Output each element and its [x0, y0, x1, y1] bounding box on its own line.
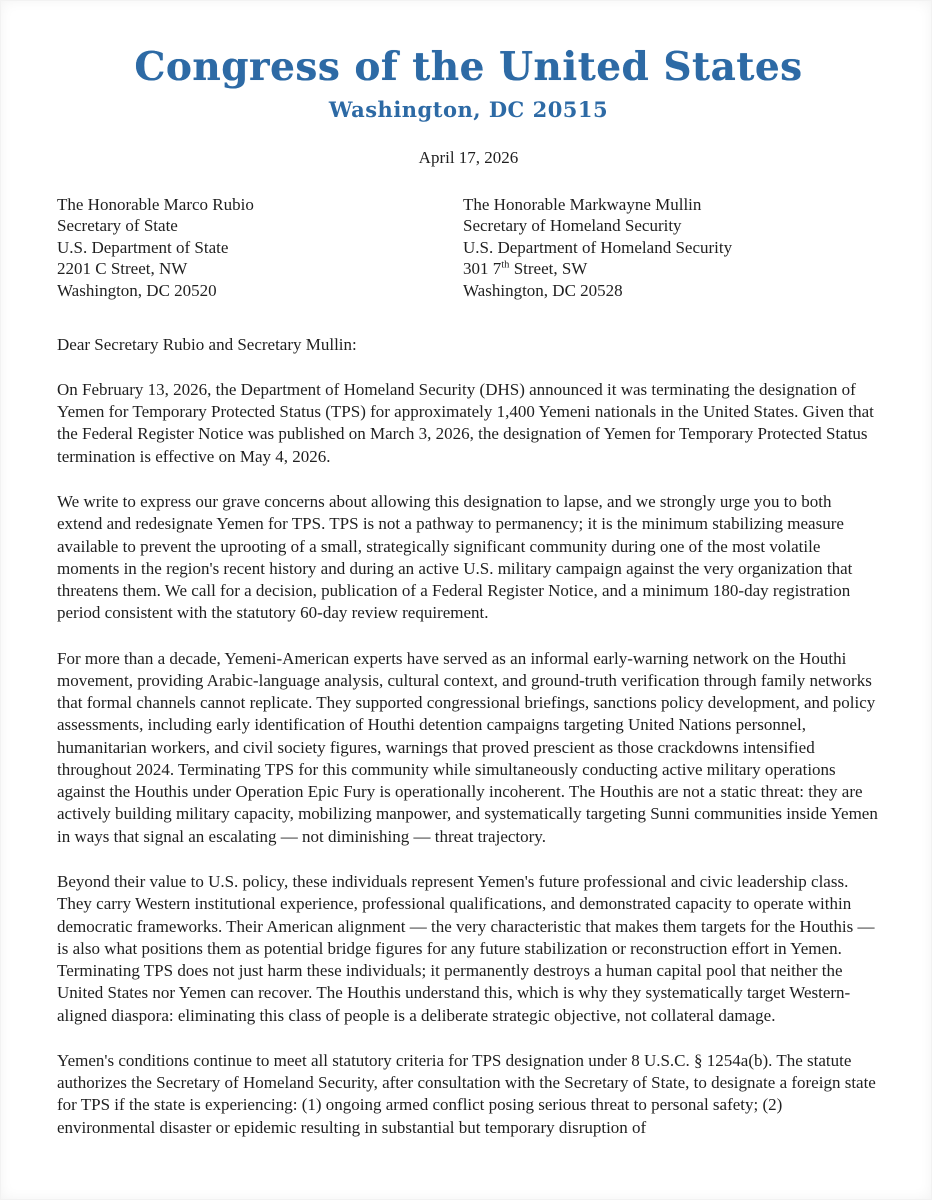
recipient-left-name: The Honorable Marco Rubio [57, 194, 254, 214]
recipient-right-street [463, 258, 869, 279]
paragraph-2: We write to express our grave concerns about allowing this designation to lapse, and we strongly urge you to both extend and redesignate Yemen for TPS. TPS is not a pathway to permanency; it is the minimum stabilizing measure available to prevent the uprooting of a small, strategically significant community during one of the most volatile moments in the region's recent history and during an active U.S. military campaign against the very organization that threatens them. We call for a decision, publication of a Federal Register Notice, and a minimum 180-day registration period consistent with the statutory 60-day review requirement. [57, 491, 853, 623]
salutation: Dear Secretary Rubio and Secretary Mullin: [57, 334, 357, 354]
recipient-right-name: The Honorable Markwayne Mullin [463, 194, 702, 214]
letterhead [57, 46, 880, 122]
recipient-left-title: Secretary of State [57, 216, 178, 236]
letter-date: April 17, 2026 [418, 147, 519, 167]
recipient-left-agency: U.S. Department of State [57, 237, 229, 257]
letterhead-subtitle: Washington, DC 20515 [328, 96, 609, 122]
paragraph-3: For more than a decade, Yemeni-American experts have served as an informal early-warning network on the Houthi movement, providing Arabic-language analysis, cultural context, and ground-truth verification through family networks that formal channels cannot replicate. They supported congressional briefings, sanctions policy development, and policy assessments, including early identification of Houthi detention campaigns targeting United Nations personnel, humanitarian workers, and civil society figures, warnings that proved prescient as those crackdowns intensified throughout 2024. Terminating TPS for this community while simultaneously conducting active military operations against the Houthis under Operation Epic Fury is operationally incoherent. The Houthis are not a static threat: they are actively building military capacity, mobilizing manpower, and systematically targeting Sunni communities inside Yemen in ways that signal an escalating — not diminishing — threat trajectory. [57, 648, 878, 846]
recipient-left-city: Washington, DC 20520 [57, 280, 217, 300]
paragraph-5: Yemen's conditions continue to meet all statutory criteria for TPS designation under 8 U.S.C. § 1254a(b). The statute authorizes the Secretary of Homeland Security, after consultation with the Secretary of State, to designate a foreign state for TPS if the state is experiencing: (1) ongoing armed conflict posing serious threat to personal safety; (2) environmental disaster or epidemic resulting in substantial but temporary disruption of [57, 1050, 876, 1137]
recipient-blocks [57, 194, 880, 301]
paragraph-1: On February 13, 2026, the Department of Homeland Security (DHS) announced it was terminating the designation of Yemen for Temporary Protected Status (TPS) for approximately 1,400 Yemeni nationals in the United States. Given that the Federal Register Notice was published on March 3, 2026, the designation of Yemen for Temporary Protected Status termination is effective on May 4, 2026. [57, 379, 874, 466]
recipient-right [463, 194, 869, 301]
recipient-right-street-rest: Street, SW [509, 259, 588, 279]
recipient-right-agency: U.S. Department of Homeland Security [463, 237, 733, 257]
recipient-left-street: 2201 C Street, NW [57, 259, 188, 279]
letter-body [57, 379, 880, 1139]
recipient-right-street-ordinal: th [501, 259, 510, 271]
recipient-left [57, 194, 463, 301]
recipient-right-street-number: 301 7 [463, 259, 502, 279]
paragraph-4: Beyond their value to U.S. policy, these individuals represent Yemen's future professional and civic leadership class. They carry Western institutional experience, professional qualifications, and demonstrated capacity to operate within democratic frameworks. Their American alignment — the very characteristic that makes them targets for the Houthis — is also what positions them as potential bridge figures for any future stabilization or reconstruction effort in Yemen. Terminating TPS does not just harm these individuals; it permanently destroys a human capital pool that neither the United States nor Yemen can recover. The Houthis understand this, which is why they systematically target Western-aligned diaspora: eliminating this class of people is a deliberate strategic objective, not collateral damage. [57, 871, 875, 1025]
recipient-right-title: Secretary of Homeland Security [463, 216, 682, 236]
recipient-right-city: Washington, DC 20528 [463, 280, 623, 300]
letterhead-title: Congress of the United States [134, 44, 803, 90]
